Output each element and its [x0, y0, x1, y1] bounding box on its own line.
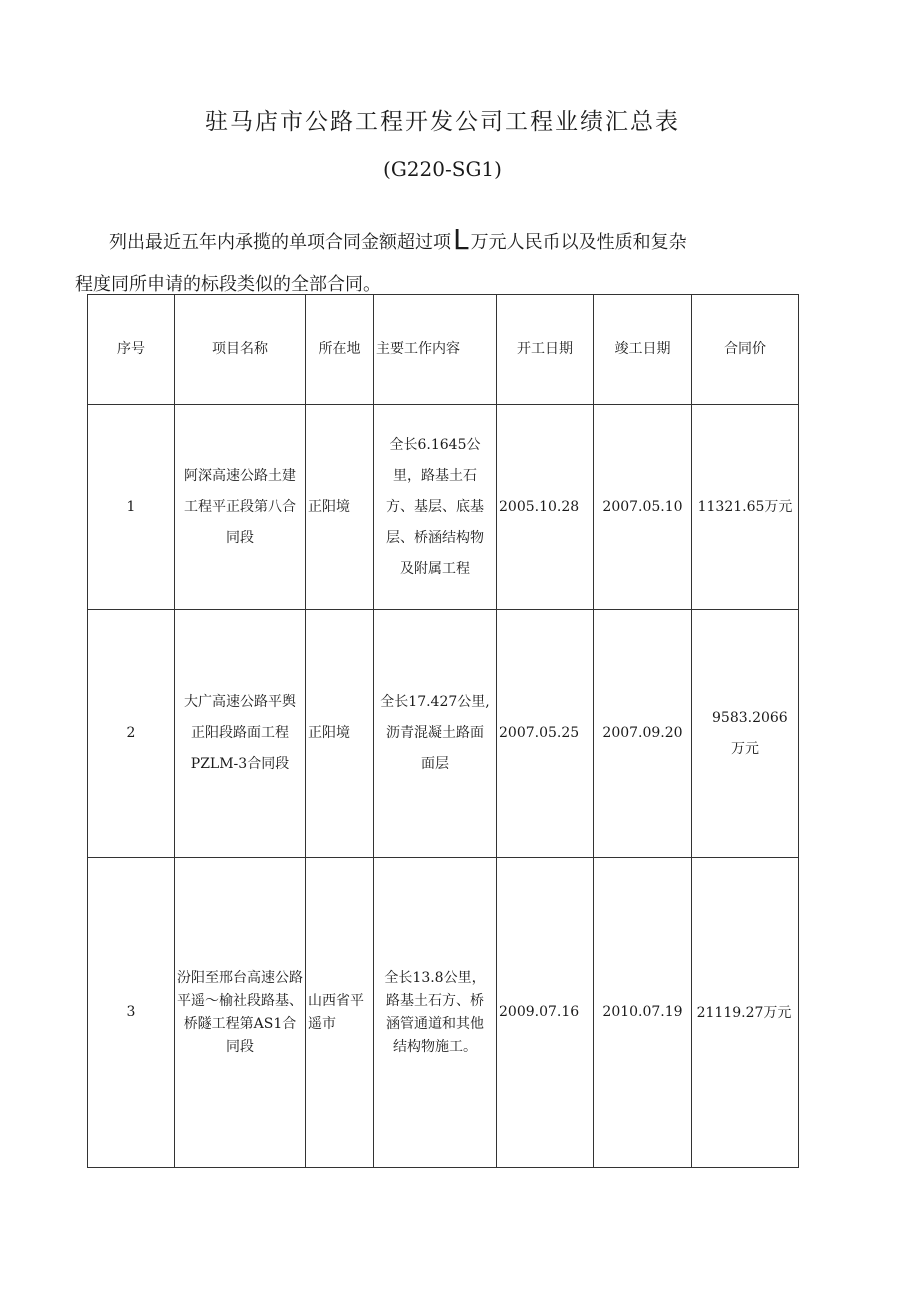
row-seq: 2 — [88, 610, 175, 858]
row-content: 全长17.427公里,沥青混凝土路面面层 — [374, 610, 497, 858]
row-content: 全长6.1645公里，路基土石方、基层、底基层、桥涵结构物及附属工程 — [374, 405, 497, 610]
header-price: 合同价 — [692, 295, 799, 405]
row-price: 9583.2066万元 — [692, 610, 799, 858]
row-content: 全长13.8公里，路基土石方、桥涵管通道和其他结构物施工。 — [374, 858, 497, 1168]
row-start: 2005.10.28 — [497, 405, 594, 610]
header-end: 竣工日期 — [594, 295, 692, 405]
row-start: 2007.05.25 — [497, 610, 594, 858]
performance-table — [87, 294, 799, 1168]
intro-text-a: 列出最近五年内承揽的单项合同金额超过项 — [109, 232, 451, 253]
row-price: 11321.65万元 — [692, 405, 799, 610]
table-row — [88, 405, 799, 610]
intro-line-2: 程度同所申请的标段类似的全部合同。 — [75, 274, 381, 295]
header-name: 项目名称 — [175, 295, 306, 405]
row-seq: 1 — [88, 405, 175, 610]
row-end: 2007.09.20 — [594, 610, 692, 858]
intro-marker: L — [453, 223, 469, 256]
row-end: 2010.07.19 — [594, 858, 692, 1168]
row-end: 2007.05.10 — [594, 405, 692, 610]
row-location: 山西省平遥市 — [306, 858, 374, 1168]
row-start: 2009.07.16 — [497, 858, 594, 1168]
header-start: 开工日期 — [497, 295, 594, 405]
document-title: 驻马店市公路工程开发公司工程业绩汇总表 — [205, 109, 680, 135]
header-content: 主要工作内容 — [374, 295, 497, 405]
document-subtitle: (G220-SG1) — [383, 157, 502, 181]
intro-text-b: 万元人民币以及性质和复杂 — [470, 232, 687, 253]
header-seq: 序号 — [88, 295, 175, 405]
table-row — [88, 610, 799, 858]
header-location: 所在地 — [306, 295, 374, 405]
row-name: 汾阳至邢台高速公路平遥～榆社段路基、桥隧工程第AS1合同段 — [175, 858, 306, 1168]
table-row — [88, 858, 799, 1168]
row-location: 正阳境 — [306, 405, 374, 610]
row-location: 正阳境 — [306, 610, 374, 858]
row-name: 阿深高速公路土建工程平正段第八合同段 — [175, 405, 306, 610]
row-price: 21119.27万元 — [692, 858, 799, 1168]
intro-line-1 — [75, 222, 795, 264]
row-name: 大广高速公路平舆正阳段路面工程PZLM-3合同段 — [175, 610, 306, 858]
row-seq: 3 — [88, 858, 175, 1168]
table-header-row — [88, 295, 799, 405]
